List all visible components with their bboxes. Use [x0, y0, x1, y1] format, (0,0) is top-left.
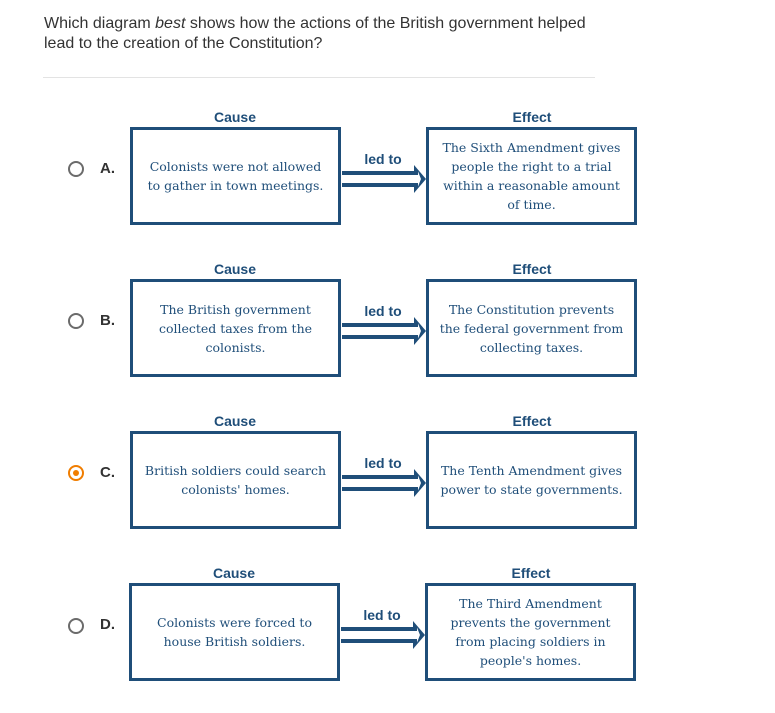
option-letter-a: A.	[100, 160, 115, 177]
cause-box	[130, 127, 341, 225]
effect-box	[426, 127, 637, 225]
question-divider	[43, 77, 595, 78]
question-suffix: shows how the actions of the British government helped lead to the creation of the Constitution?	[44, 15, 586, 52]
cause-box	[130, 279, 341, 377]
effect-text: The Tenth Amendment gives power to state governments.	[440, 463, 623, 497]
led-to-label: led to	[364, 303, 402, 319]
question-text	[44, 14, 604, 53]
effect-text: The Sixth Amendment gives people the right to a trial within a reasonable amount of time.	[442, 140, 621, 212]
effect-heading: Effect	[511, 565, 551, 581]
led-to-label: led to	[364, 151, 402, 167]
cause-box	[129, 583, 340, 681]
arrow-right-icon	[340, 316, 428, 346]
effect-box	[426, 431, 637, 529]
arrow-right-icon	[340, 164, 428, 194]
effect-text: The Third Amendment prevents the government from placing soldiers in people's homes.	[450, 596, 611, 668]
cause-text: Colonists were not allowed to gather in town meetings.	[147, 159, 324, 193]
answer-option-d[interactable]	[0, 560, 775, 700]
question-emphasis: best	[155, 15, 186, 32]
option-letter-b: B.	[100, 312, 115, 329]
cause-text: British soldiers could search colonists' homes.	[144, 463, 327, 497]
effect-heading: Effect	[512, 261, 552, 277]
led-to-label: led to	[363, 607, 401, 623]
answer-option-b[interactable]	[0, 256, 775, 396]
answer-option-a[interactable]	[0, 104, 775, 244]
effect-heading: Effect	[512, 413, 552, 429]
effect-heading: Effect	[512, 109, 552, 125]
effect-text: The Constitution prevents the federal government from collecting taxes.	[439, 301, 624, 355]
question-prefix: Which diagram	[44, 15, 156, 32]
cause-heading: Cause	[213, 109, 257, 125]
radio-button-c[interactable]	[68, 465, 84, 481]
led-to-label: led to	[364, 455, 402, 471]
radio-button-d[interactable]	[68, 618, 84, 634]
radio-button-a[interactable]	[68, 161, 84, 177]
effect-box	[425, 583, 636, 681]
effect-box	[426, 279, 637, 377]
cause-box	[130, 431, 341, 529]
arrow-right-icon	[339, 620, 427, 650]
cause-text: The British government collected taxes from the colonists.	[158, 301, 313, 355]
cause-heading: Cause	[213, 413, 257, 429]
answer-option-c[interactable]	[0, 408, 775, 548]
cause-heading: Cause	[213, 261, 257, 277]
cause-text: Colonists were forced to house British soldiers.	[157, 615, 312, 649]
option-letter-d: D.	[100, 616, 115, 633]
arrow-right-icon	[340, 468, 428, 498]
radio-button-b[interactable]	[68, 313, 84, 329]
option-letter-c: C.	[100, 464, 115, 481]
cause-heading: Cause	[212, 565, 256, 581]
